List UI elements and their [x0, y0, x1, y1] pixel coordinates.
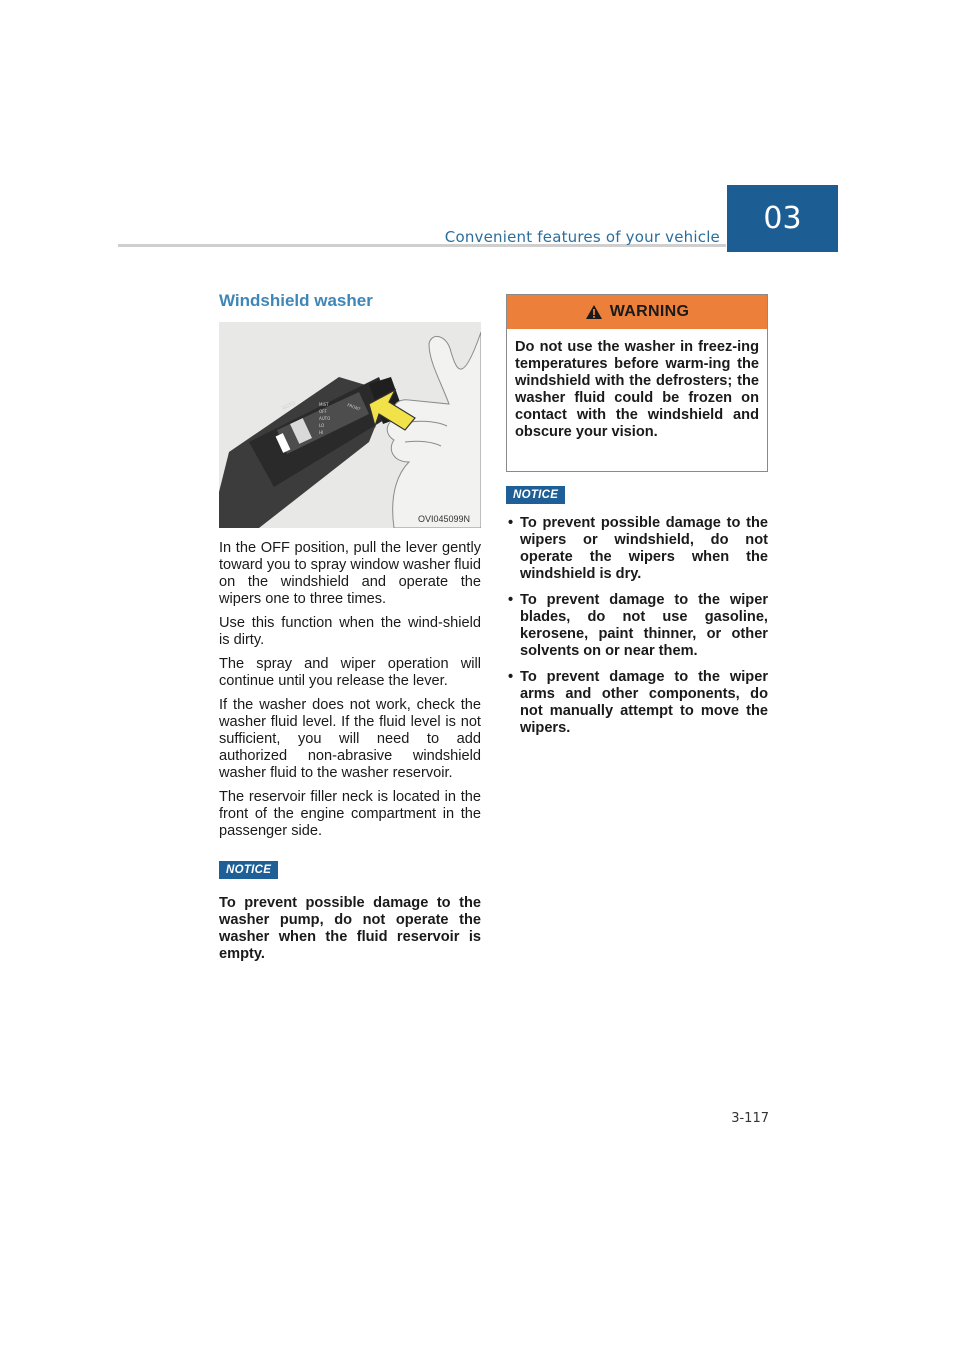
notice-badge-2: NOTICE: [506, 486, 565, 504]
figure-code: OVI045099N: [418, 514, 471, 524]
paragraph: The spray and wiper operation will continue until you release the lever.: [219, 656, 481, 689]
lever-label-lo: LO: [319, 423, 325, 428]
paragraph: In the OFF position, pull the lever gently toward you to spray window washer fluid on the windshield and operate the wipers one to three times.: [219, 540, 482, 607]
warning-header: [507, 295, 767, 329]
paragraph: The reservoir filler neck is located in the front of the engine compartment in the passenger side.: [219, 789, 481, 839]
list-item: • To prevent damage to the wiper arms and other components, do not manually attempt to move the wipers.: [508, 669, 768, 736]
paragraph: If the washer does not work, check the washer fluid level. If the fluid level is not sufficient, you will need to add authorized non-abrasive windshield washer fluid to the washer reservoir.: [219, 697, 481, 781]
notice-badge: NOTICE: [219, 861, 278, 879]
warning-box: [506, 294, 768, 472]
lever-label-hi: HI: [319, 430, 324, 435]
lever-label-front: FRONT: [346, 402, 362, 412]
lever-label-auto: AUTO: [281, 400, 297, 412]
notice-text: To prevent possible damage to the washer pump, do not operate the washer when the fluid reservoir is empty.: [219, 895, 481, 962]
warning-triangle-icon: [585, 304, 603, 320]
notice-2: [506, 485, 565, 504]
warning-text: Do not use the washer in freez-ing temperatures before warm-ing the windshield with the defrosters; the washer fluid could be frozen on contact with the windshield and obscure your vision.: [515, 339, 759, 440]
lever-drawing: [219, 322, 481, 528]
lever-label-mist: MIST: [319, 402, 329, 407]
warning-label: WARNING: [609, 303, 690, 320]
lever-label-off: OFF: [319, 409, 327, 414]
chapter-number: 03: [763, 201, 802, 236]
notice-list: [506, 515, 768, 746]
wiper-lever-illustration: [219, 322, 481, 528]
section-title: Windshield washer: [219, 291, 373, 310]
list-item: • To prevent damage to the wiper blades, do not use gasoline, kerosene, paint thinner, or other solvents on or near them.: [508, 592, 768, 659]
left-column: [219, 540, 481, 963]
list-item: • To prevent possible damage to the wipers or windshield, do not operate the wipers when the windshield is dry.: [508, 515, 768, 582]
lever-label-auto-2: AUTO: [319, 416, 331, 421]
chapter-badge: [727, 185, 838, 252]
header-title: Convenient features of your vehicle: [444, 228, 720, 246]
page-number: 3-117: [731, 1111, 769, 1126]
paragraph: Use this function when the wind-shield is dirty.: [219, 615, 481, 648]
